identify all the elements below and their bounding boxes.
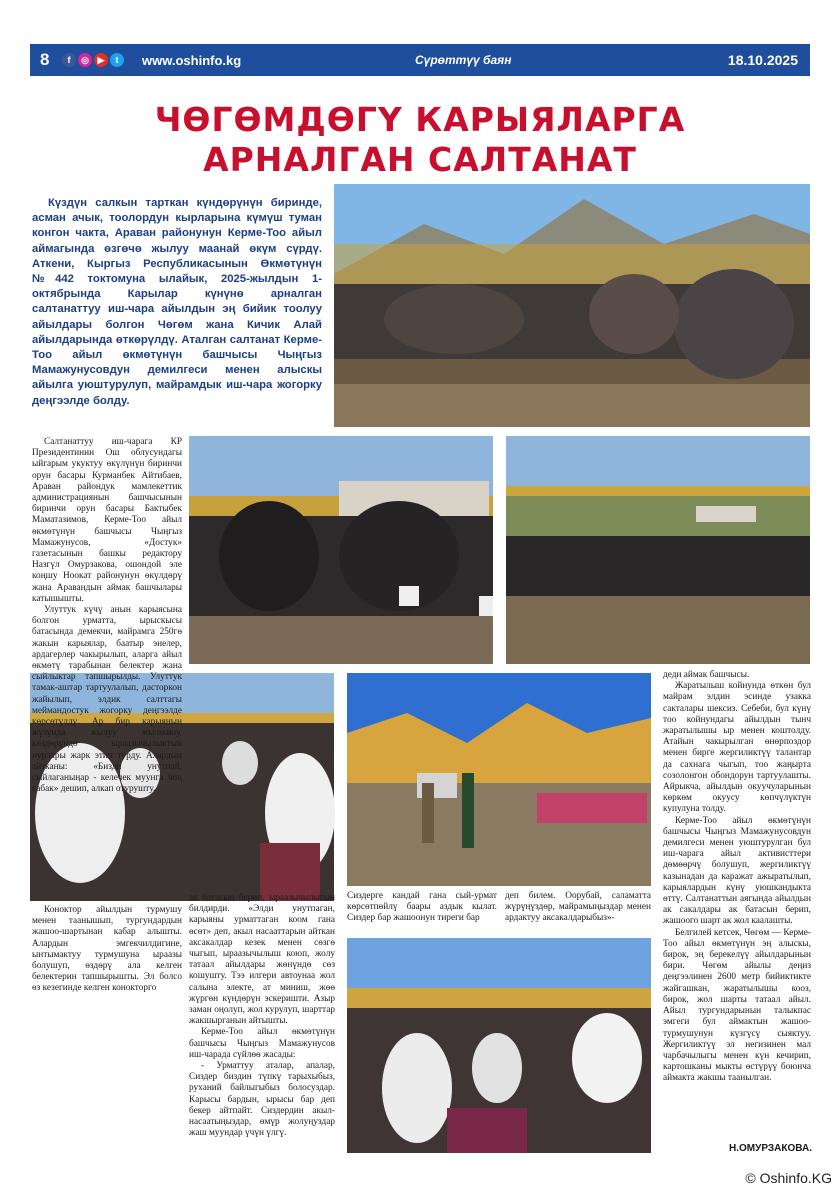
paragraph: - Урматтуу аталар, апалар, Сиздер биздин түпкү тарыхыбыз, руханий байлыгыбыз болосуздар. Карысы бардын, ырысы бар деп бекер айтпайт. Сиздердин акыл-насаатыңыздар, өмүр жолуңуздар жаш муундар үчүн үлгү. <box>189 1061 335 1139</box>
section-title: Сүрөттүү баян <box>415 53 512 67</box>
facebook-icon[interactable]: f <box>62 53 76 67</box>
column-4 <box>505 891 651 936</box>
instagram-icon[interactable]: ◎ <box>78 53 92 67</box>
headline-line-1: ЧӨГӨМДӨГҮ КАРЫЯЛАРГА <box>154 100 686 139</box>
paragraph: Салтанаттуу иш-чарага КР Президентинин Ош облусундагы ыйгарым укуктуу өкүлүнүн биринчи орун басары Курманбек Айтибаев, Араван райондук мамлекеттик администрациянын башчысынын биринчи орун басары Бактыбек Маматазимов, Керме-Тоо айыл өкмөтүнүн башчысы Чыңгыз Мамажунусов, «Достук» газетасынын башкы редактору Назгүл Омурзакова, ошондой эле коңшу Ноокат районунун өкүлдөрү жана Аравандын аймак башчылары катышышты. <box>32 437 182 604</box>
paragraph: ак батасын берип, ыраазычылыгын билдирди. «Элди унутпаган, карыяны урматтаган коом гана өсөт» деп, акыл насааттарын айткан аксакалдар кезек менен сөзгө чыгып, ыраазычылыш коюп, жолу татаал айылдары жөнүндө сөз кошушту. Тээ илгери автоунаа жол салына электе, ат миниш, жөө жүргөн күндөрүн эскеришти. Азыр заман оңолуп, жол курулуп, шарттар жакшырганын айтышты. <box>189 893 335 1027</box>
author-signature: Н.ОМУРЗАКОВА. <box>729 1143 812 1154</box>
column-3 <box>347 891 497 936</box>
paragraph: Белгилей кетсек, Чөгөм — Керме-Тоо айыл өкмөтүнүн эң алыскы, бирок, эң берекелүү айылдарынын бири. Чөгөм айылы деңиз деңгээлинен 2600 метр бийиктикте жайгашкан, жаратылышы кооз, бирок, жол шарты татаал айыл. Айыл тургундарынын талыкпас эмгеги бул аймактын жашоо-турмушунун күзгүсү сыяктуу. Жергиликтүү эл негизинен мал чарбачылыгы менен күн кечирип, картошканы мыкты өстүрүү боюнча аймакта жакшы таанылган. <box>663 927 811 1084</box>
website-link[interactable]: www.oshinfo.kg <box>142 52 242 68</box>
watermark: © Oshinfo.KG <box>745 1170 832 1186</box>
column-5 <box>663 670 811 1140</box>
photo-crowd-seated <box>334 184 810 427</box>
photo-men-row <box>506 436 810 664</box>
paragraph: Жаратылыш койнунда өткөн бул майрам элдин эсинде узакка сакталары шексиз. Себеби, бул күнү тоо койнундагы айылдын тынч жаратылышы ыр менен коштолду. Атайын чакырылган өнөрпоздор менен бирге жергиликтүү талантар да сахнага чыгып, тоо жаңырта созолонгон обондорун тартуулашты. Айрыкча, айылдын окуучуларынын көркөм окуусу көпчүлүктүн купулуна толду. <box>663 681 811 815</box>
paragraph: Керме-Тоо айыл өкмөтүнүн башчысы Чыңгыз Мамажунусовдун демилгеси менен уюштурулган бул иш-чарага айыл активисттери дөмөөрчү болушуп, жергиликтүү казынадан да каражат ажыратылып, карыялардын күнү уюшкандыкта өттү. Салтанаттын аягында айылдын ак сакалдары ак батасын берип, жашоого шарт ак жол каалашты. <box>663 815 811 927</box>
page-number: 8 <box>40 50 50 69</box>
photo-performers <box>347 673 651 886</box>
article-lead: Күздүн салкын тарткан күндөрүнүн биринде, асман ачык, тоолордун кырларына күмүш туман конгон чакта, Араван районунун Керме-Тоо айыл аймагында өзгөчө жылуу маанай өкүм сүрдү. Аткени, Кыргыз Республикасынын Өкмөтүнүн №442 токтомуна ылайык, 2025-жылдын 1-октябрында Карылар күнүнө арналган салтанаттуу иш-чара айылдын эң бийик тоолуу айылдары болгон Чөгөм жана Кичик Алай айылдарында өткөрүлдү. Аталган салтанат Керме-Тоо айыл өкмөтүнүн башчысы Чыңгыз Мамажунусовдун демилгеси менен алыскы айылга уюштурулуп, майрамдык иш-чара жогорку деңгээлде болду. <box>32 197 322 407</box>
issue-date: 18.10.2025 <box>727 52 798 68</box>
photo-elders-gifts <box>189 436 493 664</box>
twitter-icon[interactable]: t <box>110 53 124 67</box>
paragraph: деп билем. Оорубай, саламатта жүрүңүздөр, майрамыңыздар менен ардактуу аксакалдарыбыз»- <box>505 891 651 924</box>
youtube-icon[interactable]: ▶ <box>94 53 108 67</box>
social-icons <box>62 53 124 67</box>
paragraph: деди аймак башчысы. <box>663 670 750 680</box>
column-2 <box>189 893 335 1153</box>
paragraph: Керме-Тоо айыл өкмөтүнүн башчысы Чыңгыз Мамажунусов иш-чарада сүйлөө жасады: <box>189 1027 335 1060</box>
header-bar <box>30 44 810 76</box>
paragraph: Улуттук күчү анын карыясына болгон урматта, ырыскысы батасында демекчи, майрамга 250гө жакын карыялар, баатыр энелер, ардагерлер чакырылып, аларга айыл өкмөтү тарабынан белектер жана сыйлыктар тапшырылды. Улуттук тамак-аштар тартуулалып, дасторкон жайылып, элдик салттагы меймандостук жогорку деңгээлде көрсөтүлдү. Ар бир карыянын жүзүндө жылуу жылмаюу, көздөрүндө ыраазычылыктын нурлары жарк этип турду. Алардын айтканы: «Бизди унутпай, сыйлаганыңар - келечек муунга чоң сабак» дешип, алкап отурушту. <box>32 605 182 795</box>
paragraph: Коноктор айылдын турмушу менен таанышып, тургундардын жашоо-шартынан кабар алышты. Алардын эмгекчилдигине, ынтымактуу турмушуна ыраазы болушуп, өздөрү ала келген белектерин тапшырышты. Эл болсо өз кезегинде келген конокторго <box>32 905 182 994</box>
photo-women-gathering <box>347 938 651 1153</box>
article-headline <box>30 100 810 180</box>
column-1-top <box>32 437 182 795</box>
headline-line-2: АРНАЛГАН САЛТАНАТ <box>203 140 637 179</box>
paragraph: Сиздерге кандай гана сый-урмат көрсөтпөйлү баары аздык кылат. Сиздер бар жашоонун тиреги бар <box>347 891 497 924</box>
column-1-bottom <box>32 905 182 1145</box>
